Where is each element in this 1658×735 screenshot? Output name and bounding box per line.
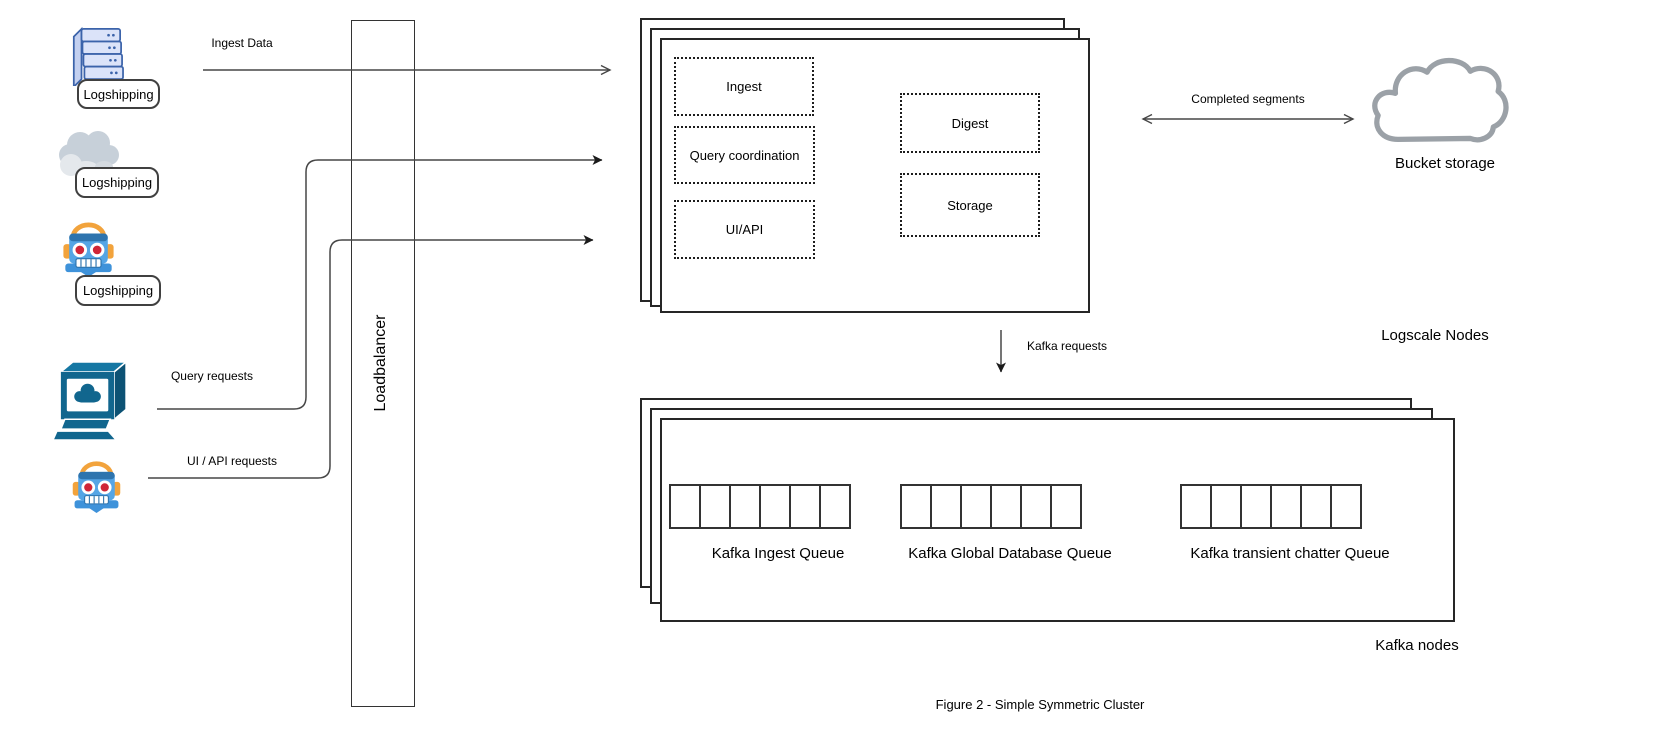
- queue-cell: [1270, 486, 1300, 527]
- module-label: Digest: [951, 115, 989, 131]
- terminal-icon: [53, 360, 130, 446]
- logshipping-label: [75, 275, 161, 306]
- logshipping-label: [75, 167, 159, 198]
- module-digest: [900, 93, 1040, 153]
- queue-cell: [960, 486, 990, 527]
- queue-cell: [819, 486, 849, 527]
- module-label: UI/API: [725, 222, 764, 237]
- queue-cell: [729, 486, 759, 527]
- figure-caption: Figure 2 - Simple Symmetric Cluster: [935, 697, 1145, 712]
- loadbalancer-label: Loadbalancer: [372, 314, 389, 412]
- kafka-ingest-queue: [669, 484, 851, 529]
- queue-cell: [1182, 486, 1210, 527]
- robot-icon: [70, 460, 123, 518]
- queue-cell: [699, 486, 729, 527]
- kafka-global-database-queue: [900, 484, 1082, 529]
- logscale-nodes-label: Logscale Nodes: [1381, 327, 1489, 344]
- kafka-transient-chatter-queue: [1180, 484, 1362, 529]
- robot-icon: [62, 221, 115, 282]
- kafka-transient-chatter-queue-label: Kafka transient chatter Queue: [1190, 545, 1390, 562]
- query-requests-label: Query requests: [110, 369, 314, 383]
- queue-cell: [990, 486, 1020, 527]
- logshipping-text: Logshipping: [82, 283, 154, 298]
- bucket-storage-label: Bucket storage: [1394, 155, 1496, 172]
- queue-cell: [1050, 486, 1080, 527]
- queue-cell: [930, 486, 960, 527]
- queue-cell: [789, 486, 819, 527]
- module-ingest: [674, 57, 814, 116]
- queue-cell: [759, 486, 789, 527]
- kafka-nodes-label: Kafka nodes: [1375, 637, 1459, 654]
- logshipping-text: Logshipping: [83, 86, 154, 102]
- queue-cell: [1240, 486, 1270, 527]
- queue-cell: [1020, 486, 1050, 527]
- kafka-requests-label: Kafka requests: [965, 339, 1169, 353]
- uiapi-requests-label: UI / API requests: [130, 454, 334, 468]
- logshipping-text: Logshipping: [81, 175, 153, 190]
- kafka-ingest-queue-label: Kafka Ingest Queue: [711, 545, 845, 562]
- kafka-global-database-queue-label: Kafka Global Database Queue: [908, 545, 1112, 562]
- module-ui-api: [674, 200, 815, 259]
- module-query-coordination: [674, 126, 815, 184]
- queue-cell: [1210, 486, 1240, 527]
- queue-cell: [1330, 486, 1360, 527]
- ingest-data-label: Ingest Data: [140, 36, 344, 50]
- module-label: Query coordination: [689, 147, 800, 163]
- module-label: Storage: [947, 197, 993, 213]
- queue-cell: [1300, 486, 1330, 527]
- queue-cell: [902, 486, 930, 527]
- completed-segments-label: Completed segments: [1146, 92, 1350, 106]
- module-label: Ingest: [726, 79, 762, 94]
- bucket-cloud-icon: [1368, 53, 1515, 154]
- logshipping-label: [77, 79, 160, 109]
- module-storage: [900, 173, 1040, 237]
- queue-cell: [671, 486, 699, 527]
